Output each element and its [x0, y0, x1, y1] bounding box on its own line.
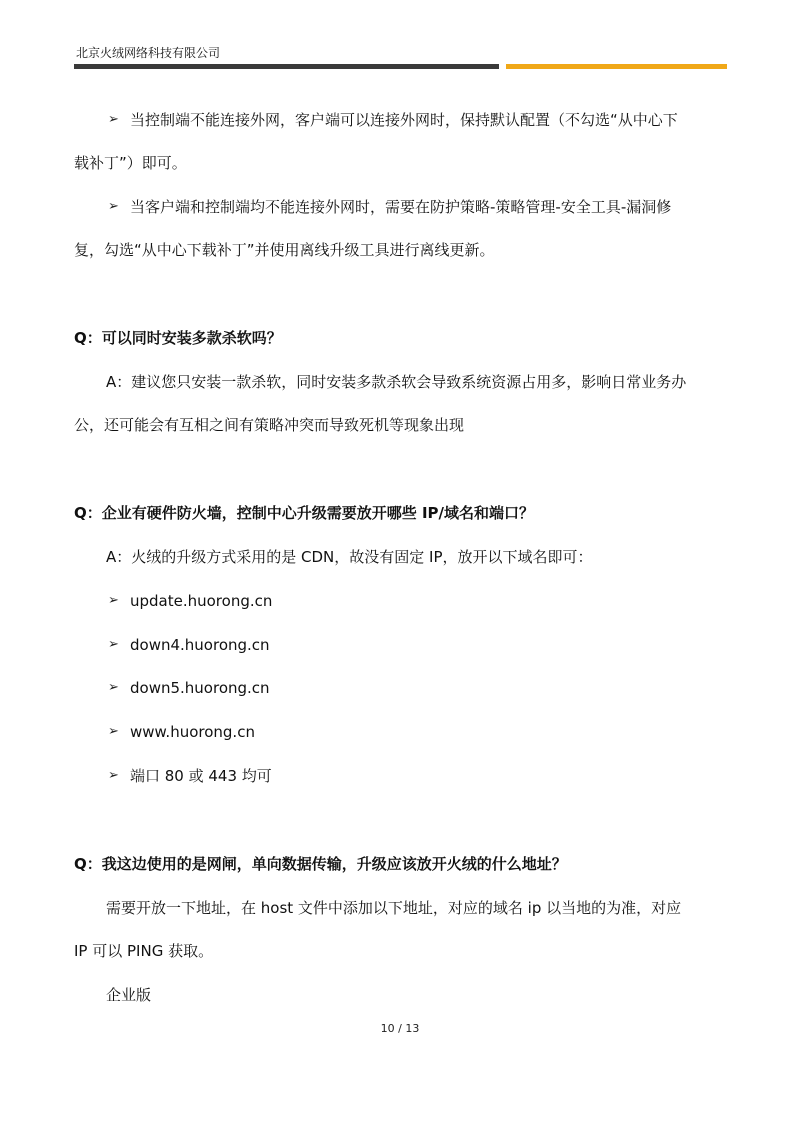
bullet2-line1: 当客户端和控制端均不能连接外网时，需要在防护策略-策略管理-安全工具-漏洞修	[130, 198, 672, 216]
bullet1-line1: 当控制端不能连接外网，客户端可以连接外网时，保持默认配置（不勾选“从中心下	[130, 111, 678, 129]
edition-label: 企业版	[106, 986, 152, 1004]
domain-item: down4.huorong.cn	[130, 636, 270, 654]
bullet-arrow-icon: ➢	[108, 680, 119, 695]
bullet-arrow-icon: ➢	[108, 637, 119, 652]
answer-line2: 公，还可能会有互相之间有策略冲突而导致死机等现象出现	[74, 416, 465, 434]
question-heading: Q：我这边使用的是网闸，单向数据传输，升级应该放开火绒的什么地址？	[74, 855, 567, 873]
company-name: 北京火绒网络科技有限公司	[76, 46, 221, 60]
bullet-arrow-icon: ➢	[108, 768, 119, 783]
header-rule-dark	[74, 64, 499, 69]
question-heading: Q：可以同时安装多款杀软吗？	[74, 329, 282, 347]
bullet1-line2: 载补丁”）即可。	[74, 154, 187, 172]
domain-item: update.huorong.cn	[130, 592, 273, 610]
domain-item: down5.huorong.cn	[130, 679, 270, 697]
bullet-arrow-icon: ➢	[108, 593, 119, 608]
bullet-arrow-icon: ➢	[108, 199, 119, 214]
question-heading: Q：企业有硬件防火墙，控制中心升级需要放开哪些 IP/域名和端口？	[74, 504, 535, 522]
domain-item: www.huorong.cn	[130, 723, 255, 741]
bullet-arrow-icon: ➢	[108, 112, 119, 127]
answer-line2: IP 可以 PING 获取。	[74, 942, 214, 960]
bullet2-line2: 复，勾选“从中心下载补丁”并使用离线升级工具进行离线更新。	[74, 241, 495, 259]
answer-line1: 需要开放一下地址，在 host 文件中添加以下地址，对应的域名 ip 以当地的为准，对应	[106, 899, 682, 917]
port-item: 端口 80 或 443 均可	[130, 767, 272, 785]
header-rule-accent	[506, 64, 727, 69]
answer-text: A：火绒的升级方式采用的是 CDN，故没有固定 IP，放开以下域名即可：	[106, 548, 593, 566]
page-number: 10 / 13	[380, 1022, 420, 1035]
answer-line1: A：建议您只安装一款杀软，同时安装多款杀软会导致系统资源占用多，影响日常业务办	[106, 373, 687, 391]
bullet-arrow-icon: ➢	[108, 724, 119, 739]
